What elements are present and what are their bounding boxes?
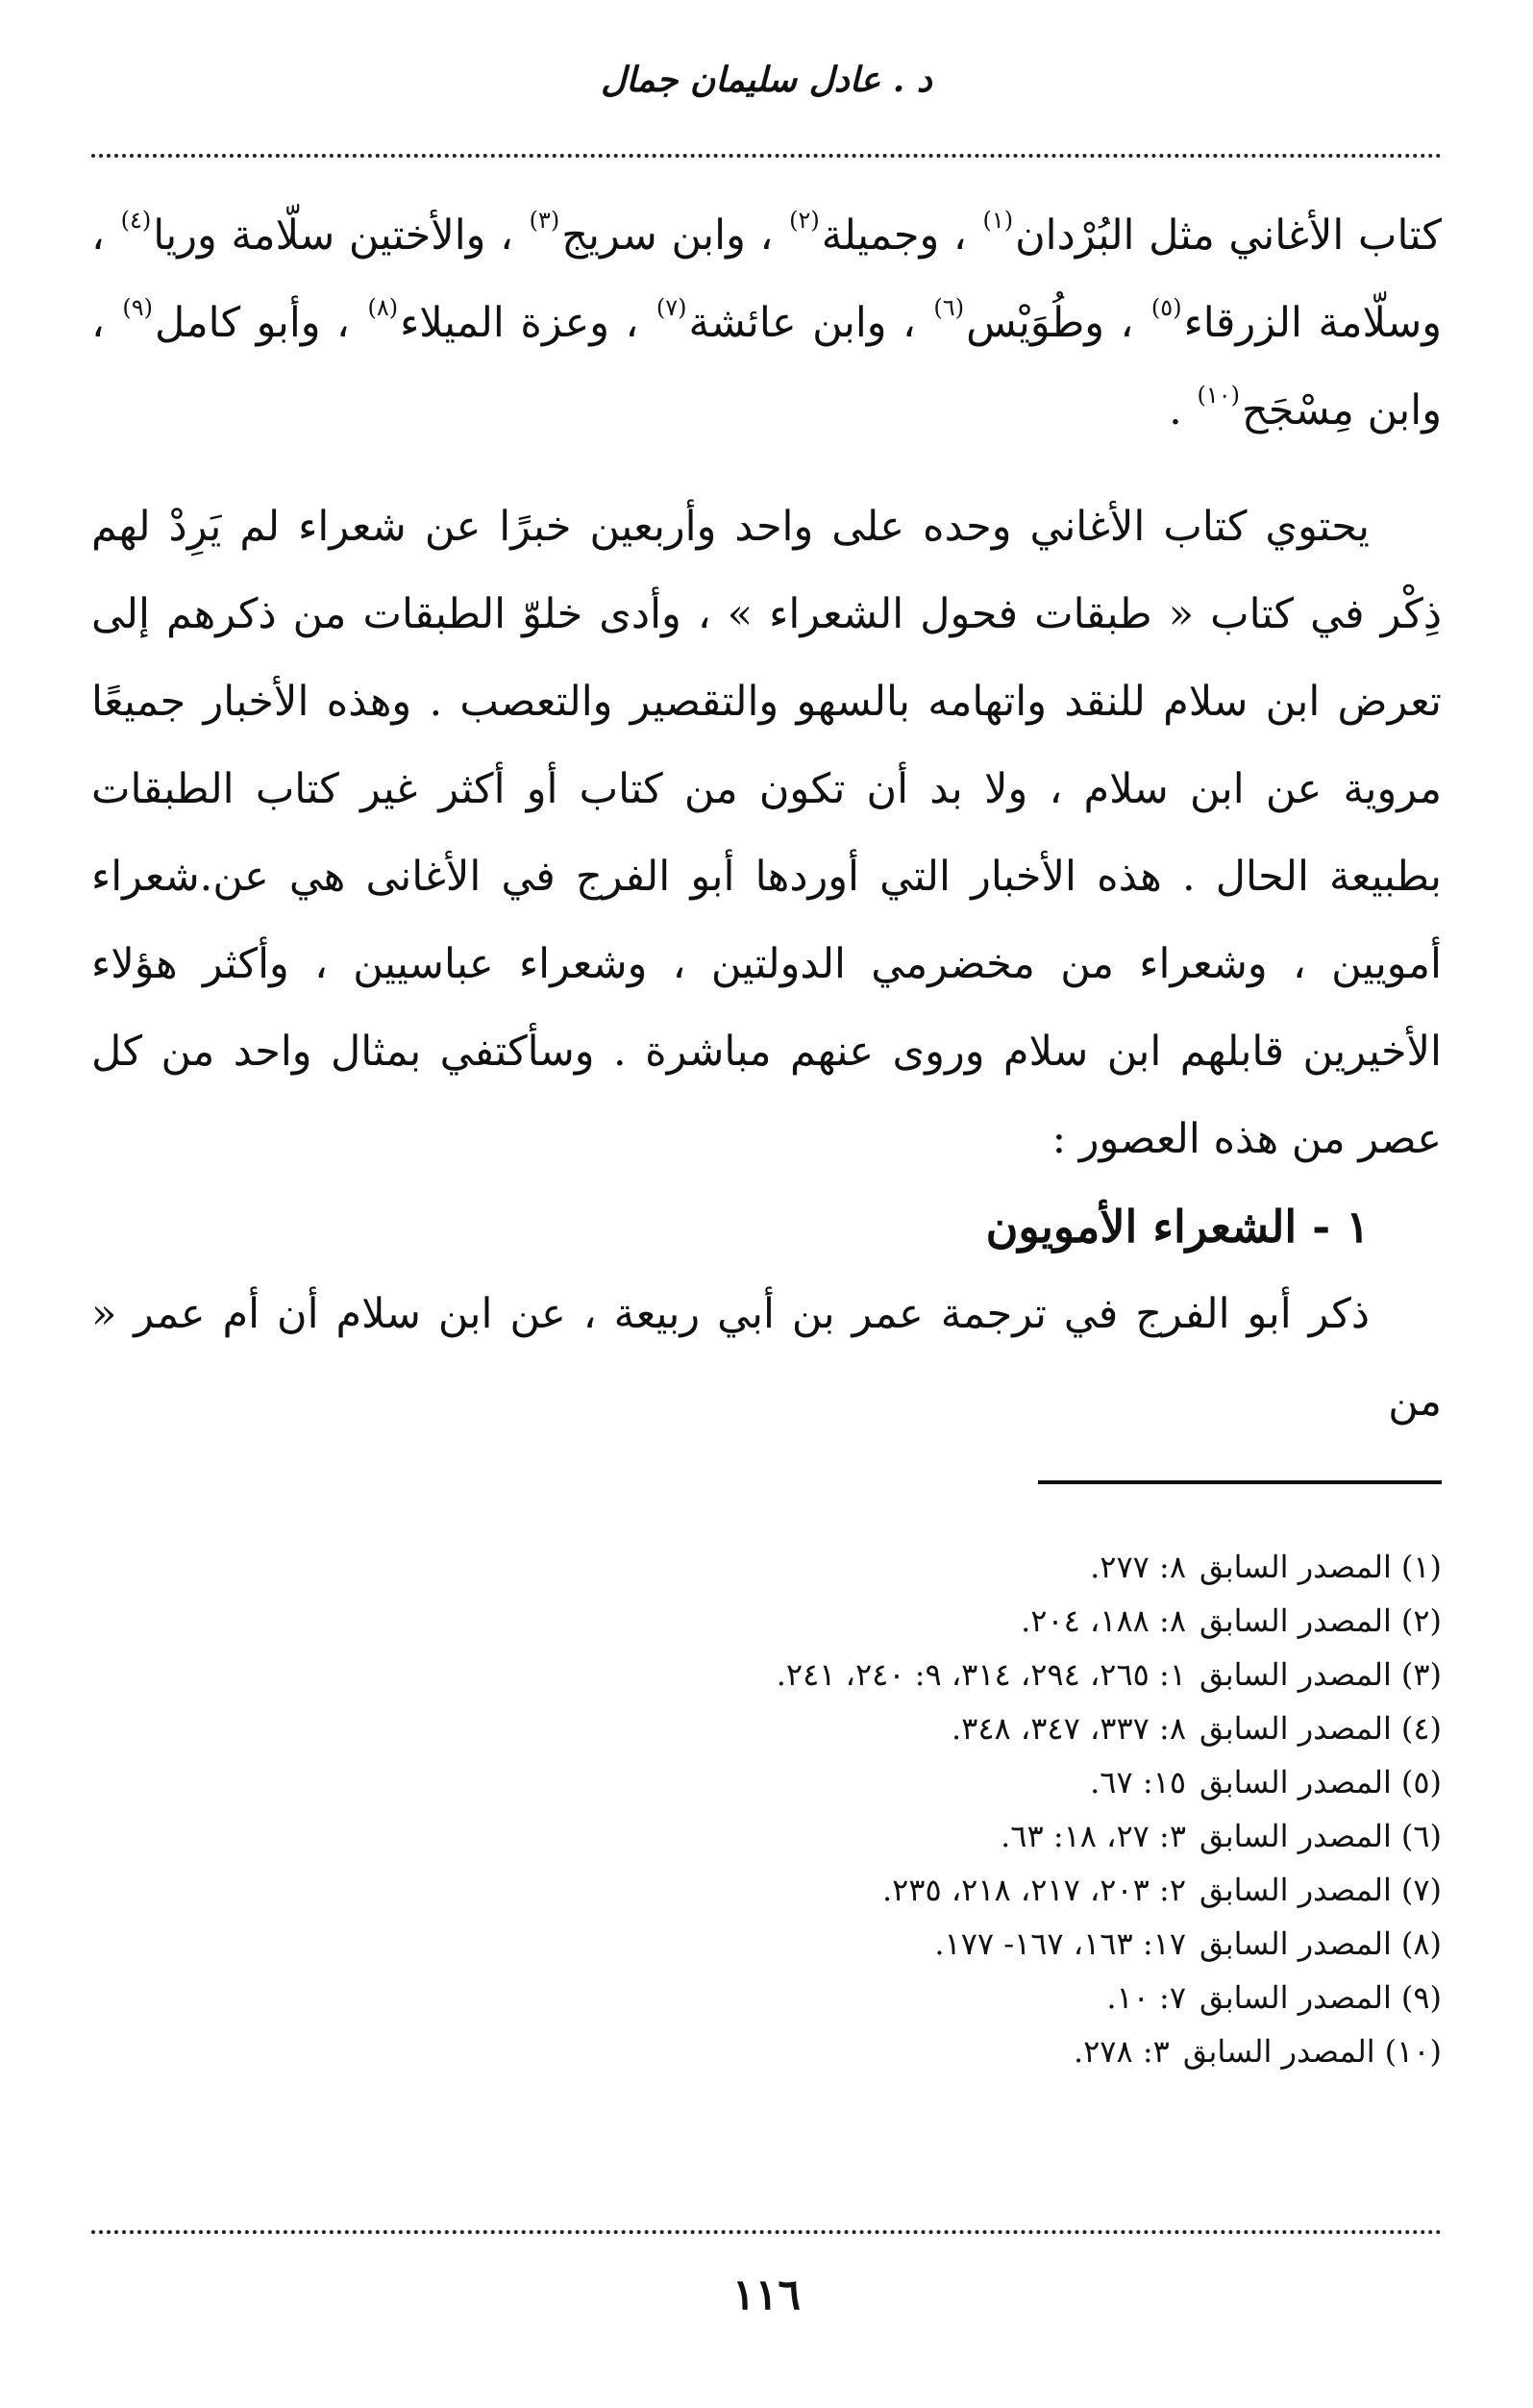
footnote-reference: ٧: ١٠. — [1106, 1979, 1186, 2016]
header-rule — [91, 154, 1442, 158]
footnote-reference: ٨: ١٨٨، ٢٠٤. — [1021, 1602, 1186, 1639]
footnote-2 — [91, 1594, 1442, 1648]
footnote-5 — [91, 1755, 1442, 1809]
footer-rule — [91, 2230, 1442, 2234]
text-run: . — [1169, 386, 1196, 434]
text-run: كتاب الأغاني مثل البُرْدان — [1015, 211, 1442, 260]
footnote-ref-1[interactable]: (١) — [982, 207, 1014, 234]
footnote-source: المصدر السابق — [1199, 1764, 1392, 1800]
footnote-10 — [91, 2024, 1442, 2078]
footnote-source: المصدر السابق — [1199, 1602, 1392, 1639]
paragraph-gap — [91, 455, 1442, 484]
footnote-reference: ٣: ٢٧٨. — [1073, 2033, 1170, 2070]
footnote-ref-8[interactable]: (٨) — [367, 294, 399, 321]
text-run: ، وعزة الميلاء — [400, 299, 655, 347]
footnote-ref-2[interactable]: (٢) — [789, 207, 820, 234]
paragraph-1 — [91, 192, 1442, 455]
footnotes-list — [91, 1540, 1442, 2078]
running-head: د . عادل سليمان جمال — [601, 60, 932, 100]
text-run: ، والأختين سلّامة وريا — [153, 211, 528, 260]
text-run: ، وجميلة — [821, 211, 981, 260]
footnote-source: المصدر السابق — [1199, 1710, 1392, 1747]
section-heading: ١ - الشعراء الأمويون — [985, 1201, 1370, 1253]
footnote-ref-3[interactable]: (٣) — [529, 207, 560, 234]
footnote-8 — [91, 1917, 1442, 1971]
footnote-ref-7[interactable]: (٧) — [655, 294, 687, 321]
footnote-ref-6[interactable]: (٦) — [933, 294, 965, 321]
text-run: ، وابن مِسْجَح — [91, 299, 1442, 434]
page-number: ١١٦ — [732, 2271, 801, 2320]
footnote-reference: ٨: ٢٧٧. — [1090, 1549, 1186, 1585]
footnote-number: (٧) — [1400, 1872, 1442, 1908]
footnote-number: (٥) — [1400, 1764, 1442, 1800]
footnote-reference: ١٥: ٦٧. — [1090, 1764, 1186, 1800]
text-run: ، وابن عائشة — [688, 299, 932, 347]
footnote-9 — [91, 1971, 1442, 2024]
text-run: ، وابن سريج — [561, 211, 788, 260]
footnote-source: المصدر السابق — [1199, 1549, 1392, 1585]
footnote-7 — [91, 1863, 1442, 1917]
footnote-source: المصدر السابق — [1199, 1656, 1392, 1693]
text-run: ، وطُوَيْس — [966, 299, 1150, 347]
footnote-ref-4[interactable]: (٤) — [120, 207, 152, 234]
footnote-reference: ٢: ٢٠٣، ٢١٧، ٢١٨، ٢٣٥. — [881, 1872, 1186, 1908]
footnote-ref-5[interactable]: (٥) — [1150, 294, 1182, 321]
footnote-number: (١) — [1400, 1549, 1442, 1585]
paragraph-2: يحتوي كتاب الأغاني وحده على واحد وأربعين خبرًا عن شعراء لم يَرِدْ لهم ذِكْر في كتاب « طبقات فحول الشعراء » ، وأدى خلوّ الطبقات من ذكرهم إلى تعرض ابن سلام للنقد واتهامه بالسهو والتقصير والتعصب . وهذه الأخبار جميعًا مروية عن ابن سلام ، ولا بد أن تكون من كتاب أو أكثر غير كتاب الطبقات بطبيعة الحال . هذه الأخبار التي أوردها أبو الفرج في الأغانى هي عن.شعراء أمويين ، وشعراء من مخضرمي الدولتين ، وشعراء عباسيين ، وأكثر هؤلاء الأخيرين قابلهم ابن سلام وروى عنهم مباشرة . وسأكتفي بمثال واحد من كل عصر من هذه العصور : — [91, 503, 1442, 1163]
footnote-number: (٤) — [1400, 1710, 1442, 1747]
footnote-ref-9[interactable]: (٩) — [122, 294, 154, 321]
footnote-6 — [91, 1809, 1442, 1863]
footnote-reference: ١: ٢٦٥، ٢٩٤، ٣١٤، ٩: ٢٤٠، ٢٤١. — [776, 1656, 1186, 1693]
footnote-number: (٨) — [1400, 1925, 1442, 1962]
main-text — [91, 192, 1442, 1446]
footnote-4 — [91, 1701, 1442, 1755]
footnote-number: (٩) — [1400, 1979, 1442, 2016]
footnote-reference: ٣: ٢٧، ١٨: ٦٣. — [1001, 1818, 1186, 1854]
text-run: ، وسلّامة الزرقاء — [91, 211, 1443, 347]
footnote-source: المصدر السابق — [1199, 1872, 1392, 1908]
footnote-source: المصدر السابق — [1199, 1979, 1392, 2016]
footnote-source: المصدر السابق — [1199, 1925, 1392, 1962]
footnote-number: (٣) — [1400, 1656, 1442, 1693]
footnote-separator — [1038, 1480, 1442, 1484]
footnote-ref-10[interactable]: (١٠) — [1197, 382, 1240, 409]
footnote-source: المصدر السابق — [1199, 1818, 1392, 1854]
text-run: ، وأبو كامل — [155, 299, 366, 347]
footnote-source: المصدر السابق — [1182, 2033, 1375, 2070]
footnote-1 — [91, 1540, 1442, 1594]
footnote-number: (١٠) — [1384, 2033, 1442, 2070]
paragraph-3: ذكر أبو الفرج في ترجمة عمر بن أبي ربيعة ، عن ابن سلام أن أم عمر « من — [91, 1290, 1442, 1426]
footnote-number: (٦) — [1400, 1818, 1442, 1854]
footnote-reference: ٨: ٣٣٧، ٣٤٧، ٣٤٨. — [952, 1710, 1186, 1747]
footnote-number: (٢) — [1400, 1602, 1442, 1639]
footnote-3 — [91, 1648, 1442, 1701]
footnote-reference: ١٧: ١٦٣، ١٦٧- ١٧٧. — [934, 1925, 1186, 1962]
